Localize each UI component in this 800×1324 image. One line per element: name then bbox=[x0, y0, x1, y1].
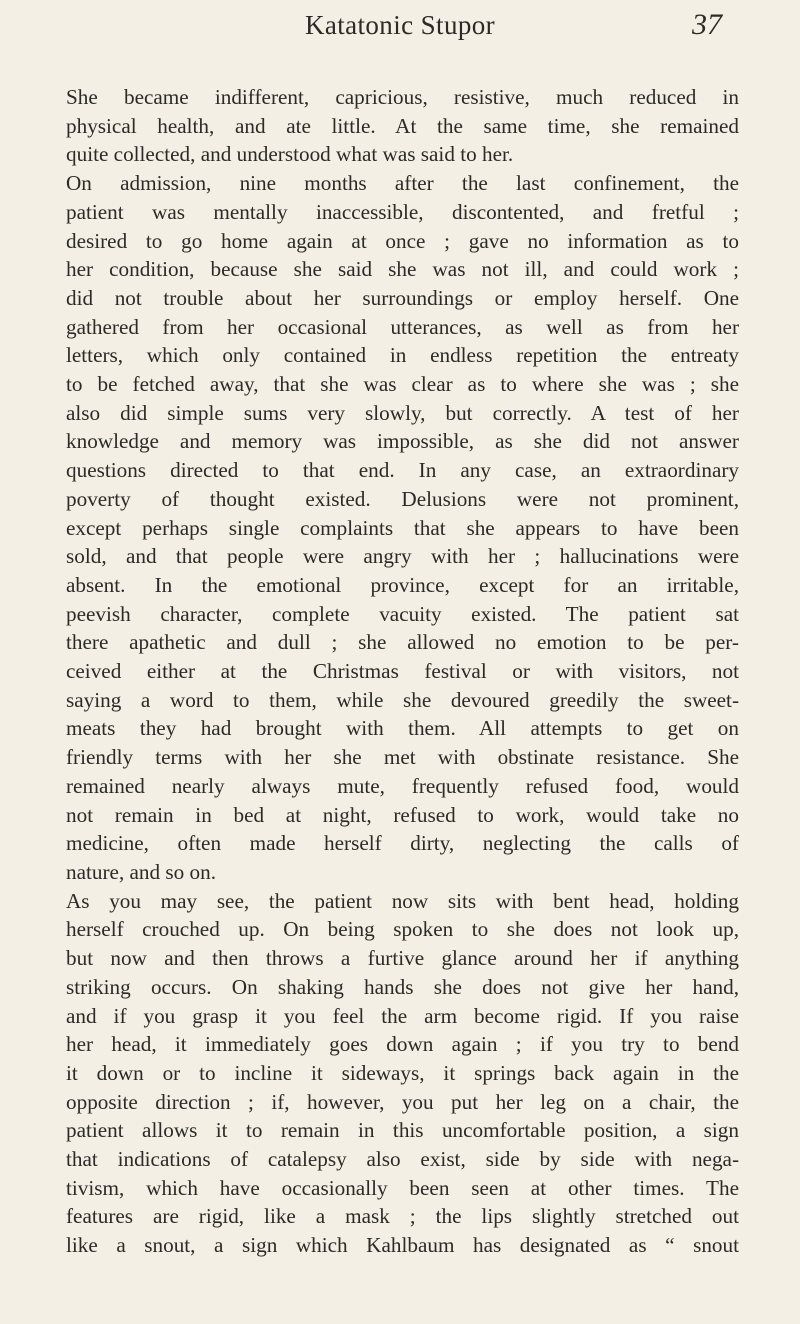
text-line: features are rigid, like a mask ; the lips slightly stretched out bbox=[66, 1204, 739, 1229]
text-line: did not trouble about her surroundings or employ herself. One bbox=[66, 285, 739, 310]
text-line: and if you grasp it you feel the arm become rigid. If you raise bbox=[66, 1003, 739, 1028]
text-line: there apathetic and dull ; she allowed no emotion to be per- bbox=[66, 630, 739, 655]
text-line: it down or to incline it sideways, it springs back again in the bbox=[66, 1060, 739, 1085]
text-line: except perhaps single complaints that she appears to have been bbox=[66, 515, 739, 540]
text-line: physical health, and ate little. At the same time, she remained bbox=[66, 113, 739, 138]
text-line: her condition, because she said she was not ill, and could work ; bbox=[66, 257, 739, 282]
text-line: She became indifferent, capricious, resistive, much reduced in bbox=[66, 85, 739, 109]
text-line: saying a word to them, while she devoured greedily the sweet- bbox=[66, 687, 739, 712]
text-line: ceived either at the Christmas festival or with visitors, not bbox=[66, 659, 739, 684]
text-line: that indications of catalepsy also exist, side by side with nega- bbox=[66, 1147, 739, 1172]
text-line: opposite direction ; if, however, you put her leg on a chair, the bbox=[66, 1089, 739, 1114]
text-line: knowledge and memory was impossible, as she did not answer bbox=[66, 429, 739, 454]
text-line: meats they had brought with them. All attempts to get on bbox=[66, 716, 739, 741]
text-line: patient allows it to remain in this uncomfortable position, a sign bbox=[66, 1118, 739, 1143]
text-line: her head, it immediately goes down again ; if you try to bend bbox=[66, 1032, 739, 1057]
text-line: herself crouched up. On being spoken to she does not look up, bbox=[66, 917, 739, 942]
text-line: desired to go home again at once ; gave no information as to bbox=[66, 228, 739, 253]
text-line: medicine, often made herself dirty, neglecting the calls of bbox=[66, 831, 739, 856]
page-number: 37 bbox=[692, 8, 722, 41]
text-line: gathered from her occasional utterances, as well as from her bbox=[66, 314, 739, 339]
text-line: nature, and so on. bbox=[66, 859, 217, 884]
text-line: absent. In the emotional province, except for an irritable, bbox=[66, 572, 739, 597]
body-text bbox=[66, 83, 739, 1260]
text-line: letters, which only contained in endless repetition the entreaty bbox=[66, 343, 739, 368]
text-line: but now and then throws a furtive glance around her if anything bbox=[66, 946, 739, 971]
text-line: patient was mentally inaccessible, discontented, and fretful ; bbox=[66, 199, 739, 224]
text-line: also did simple sums very slowly, but correctly. A test of her bbox=[66, 400, 739, 425]
text-line: As you may see, the patient now sits with bent head, holding bbox=[66, 888, 739, 913]
text-line: striking occurs. On shaking hands she does not give her hand, bbox=[66, 974, 739, 999]
text-line: quite collected, and understood what was said to her. bbox=[66, 142, 514, 167]
text-line: tivism, which have occasionally been seen at other times. The bbox=[66, 1175, 739, 1200]
text-line: poverty of thought existed. Delusions were not prominent, bbox=[66, 486, 739, 511]
text-line: sold, and that people were angry with her ; hallucinations were bbox=[66, 544, 739, 569]
text-line: to be fetched away, that she was clear as to where she was ; she bbox=[66, 372, 739, 397]
running-title: Katatonic Stupor bbox=[304, 10, 496, 40]
text-line: not remain in bed at night, refused to work, would take no bbox=[66, 802, 739, 827]
text-line: remained nearly always mute, frequently refused food, would bbox=[66, 773, 739, 798]
text-line: On admission, nine months after the last confinement, the bbox=[66, 171, 739, 196]
text-line: questions directed to that end. In any case, an extraordinary bbox=[66, 458, 739, 483]
text-line: friendly terms with her she met with obstinate resistance. She bbox=[66, 745, 739, 770]
text-line: peevish character, complete vacuity existed. The patient sat bbox=[66, 601, 739, 626]
text-line: like a snout, a sign which Kahlbaum has designated as “ snout bbox=[66, 1233, 739, 1258]
